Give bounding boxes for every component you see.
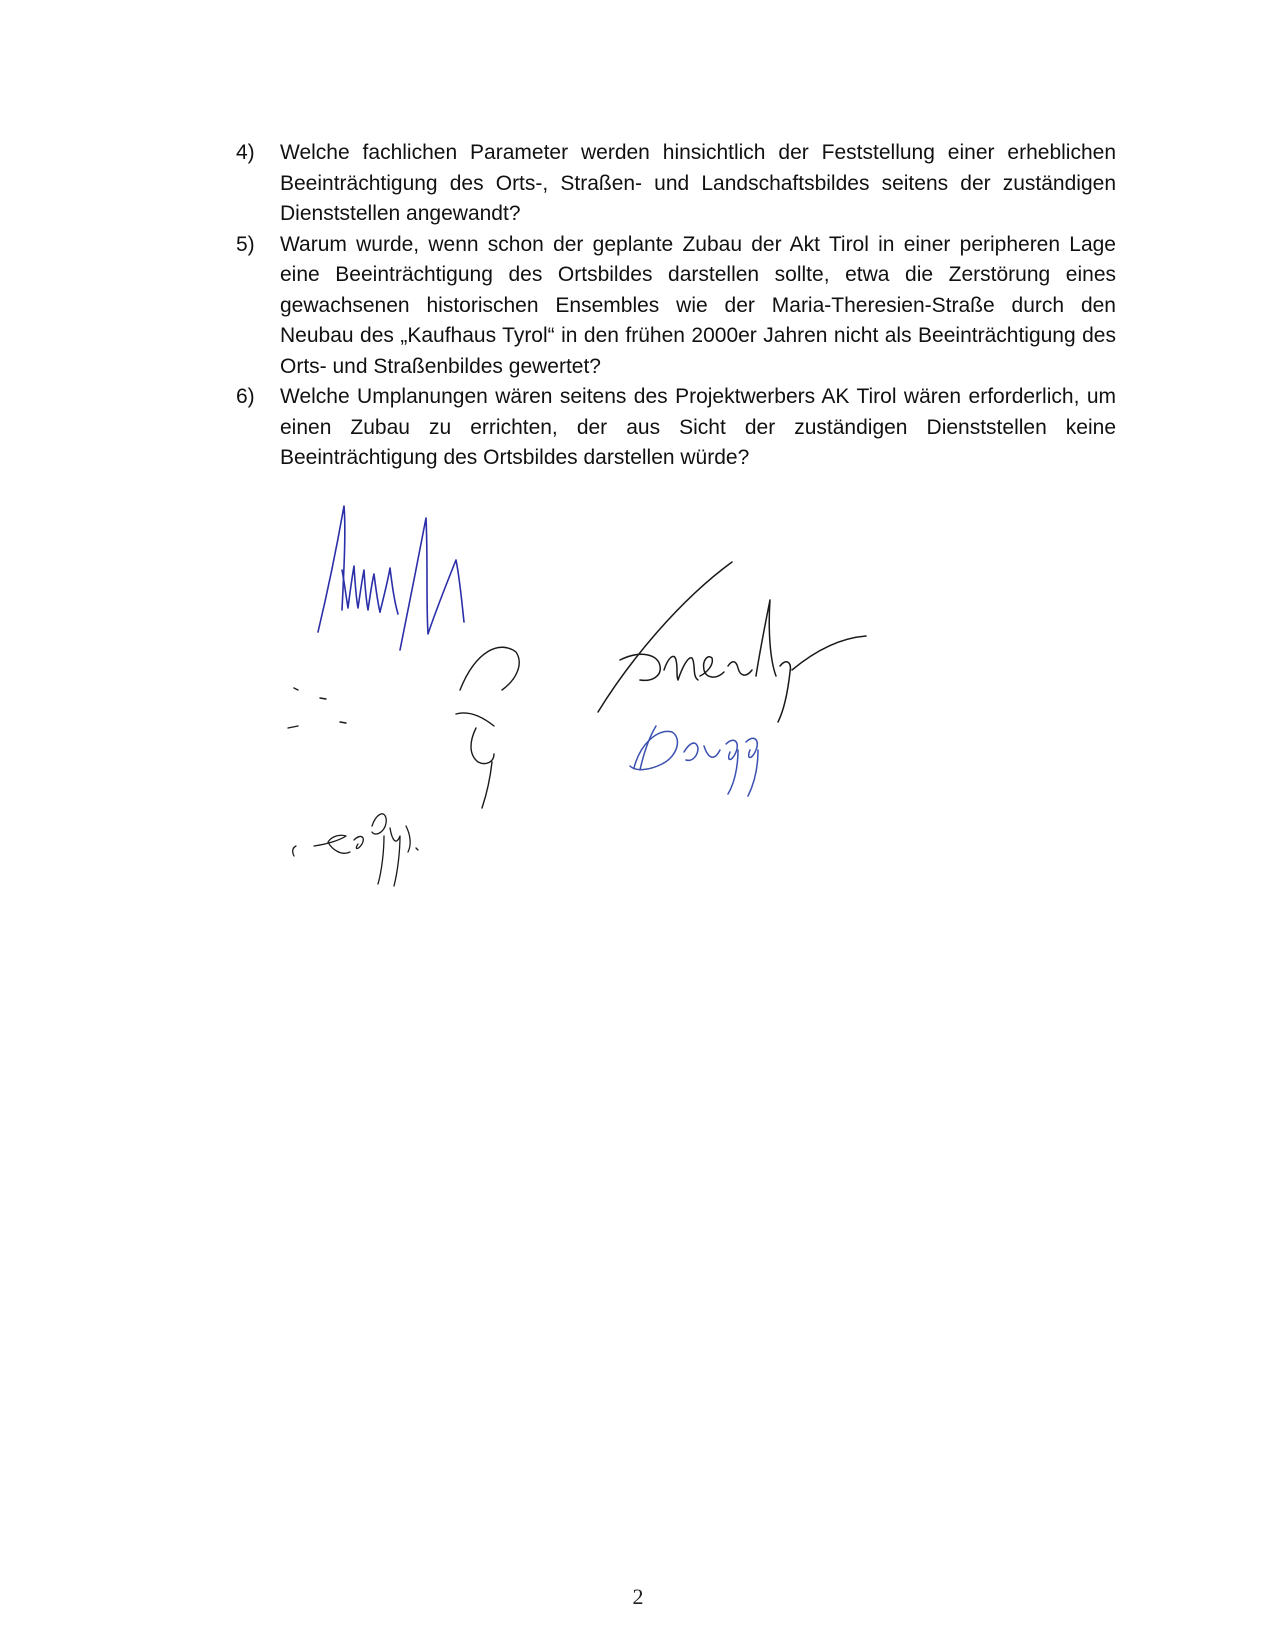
- signature-area: [280, 500, 940, 940]
- question-text: Warum wurde, wenn schon der geplante Zubau der Akt Tirol in einer peripheren Lage eine Beeinträchtigung des Ortsbildes darstellen sollte, etwa die Zerstörung eines gewachsenen historischen Ensembles wie der Maria-Theresien-Straße durch den Neubau des „Kaufhaus Tyrol“ in den frühen 2000er Jahren nicht als Beeinträchtigung des Orts- und Straßenbildes gewertet?: [280, 232, 1116, 378]
- question-list: [236, 138, 1116, 474]
- question-item: [236, 230, 1116, 383]
- question-item: [236, 138, 1116, 230]
- page-number: 2: [632, 1584, 644, 1609]
- signature-1: [318, 506, 464, 650]
- question-number: 6): [236, 385, 255, 408]
- signature-2: [288, 647, 519, 808]
- signature-4: [293, 814, 418, 886]
- question-text: Welche fachlichen Parameter werden hinsichtlich der Feststellung einer erheblichen Beeinträchtigung des Orts-, Straßen- und Landschaftsbildes seitens der zuständigen Dienststellen angewandt?: [280, 141, 1116, 225]
- signature-5: [630, 726, 758, 796]
- question-text: Welche Umplanungen wären seitens des Projektwerbers AK Tirol wären erforderlich, um einen Zubau zu errichten, der aus Sicht der zuständigen Dienststellen keine Beeinträchtigung des Ortsbildes darstellen würde?: [280, 385, 1116, 469]
- question-number: 4): [236, 141, 255, 164]
- question-item: [236, 382, 1116, 474]
- signature-3: [598, 562, 866, 722]
- question-number: 5): [236, 232, 255, 256]
